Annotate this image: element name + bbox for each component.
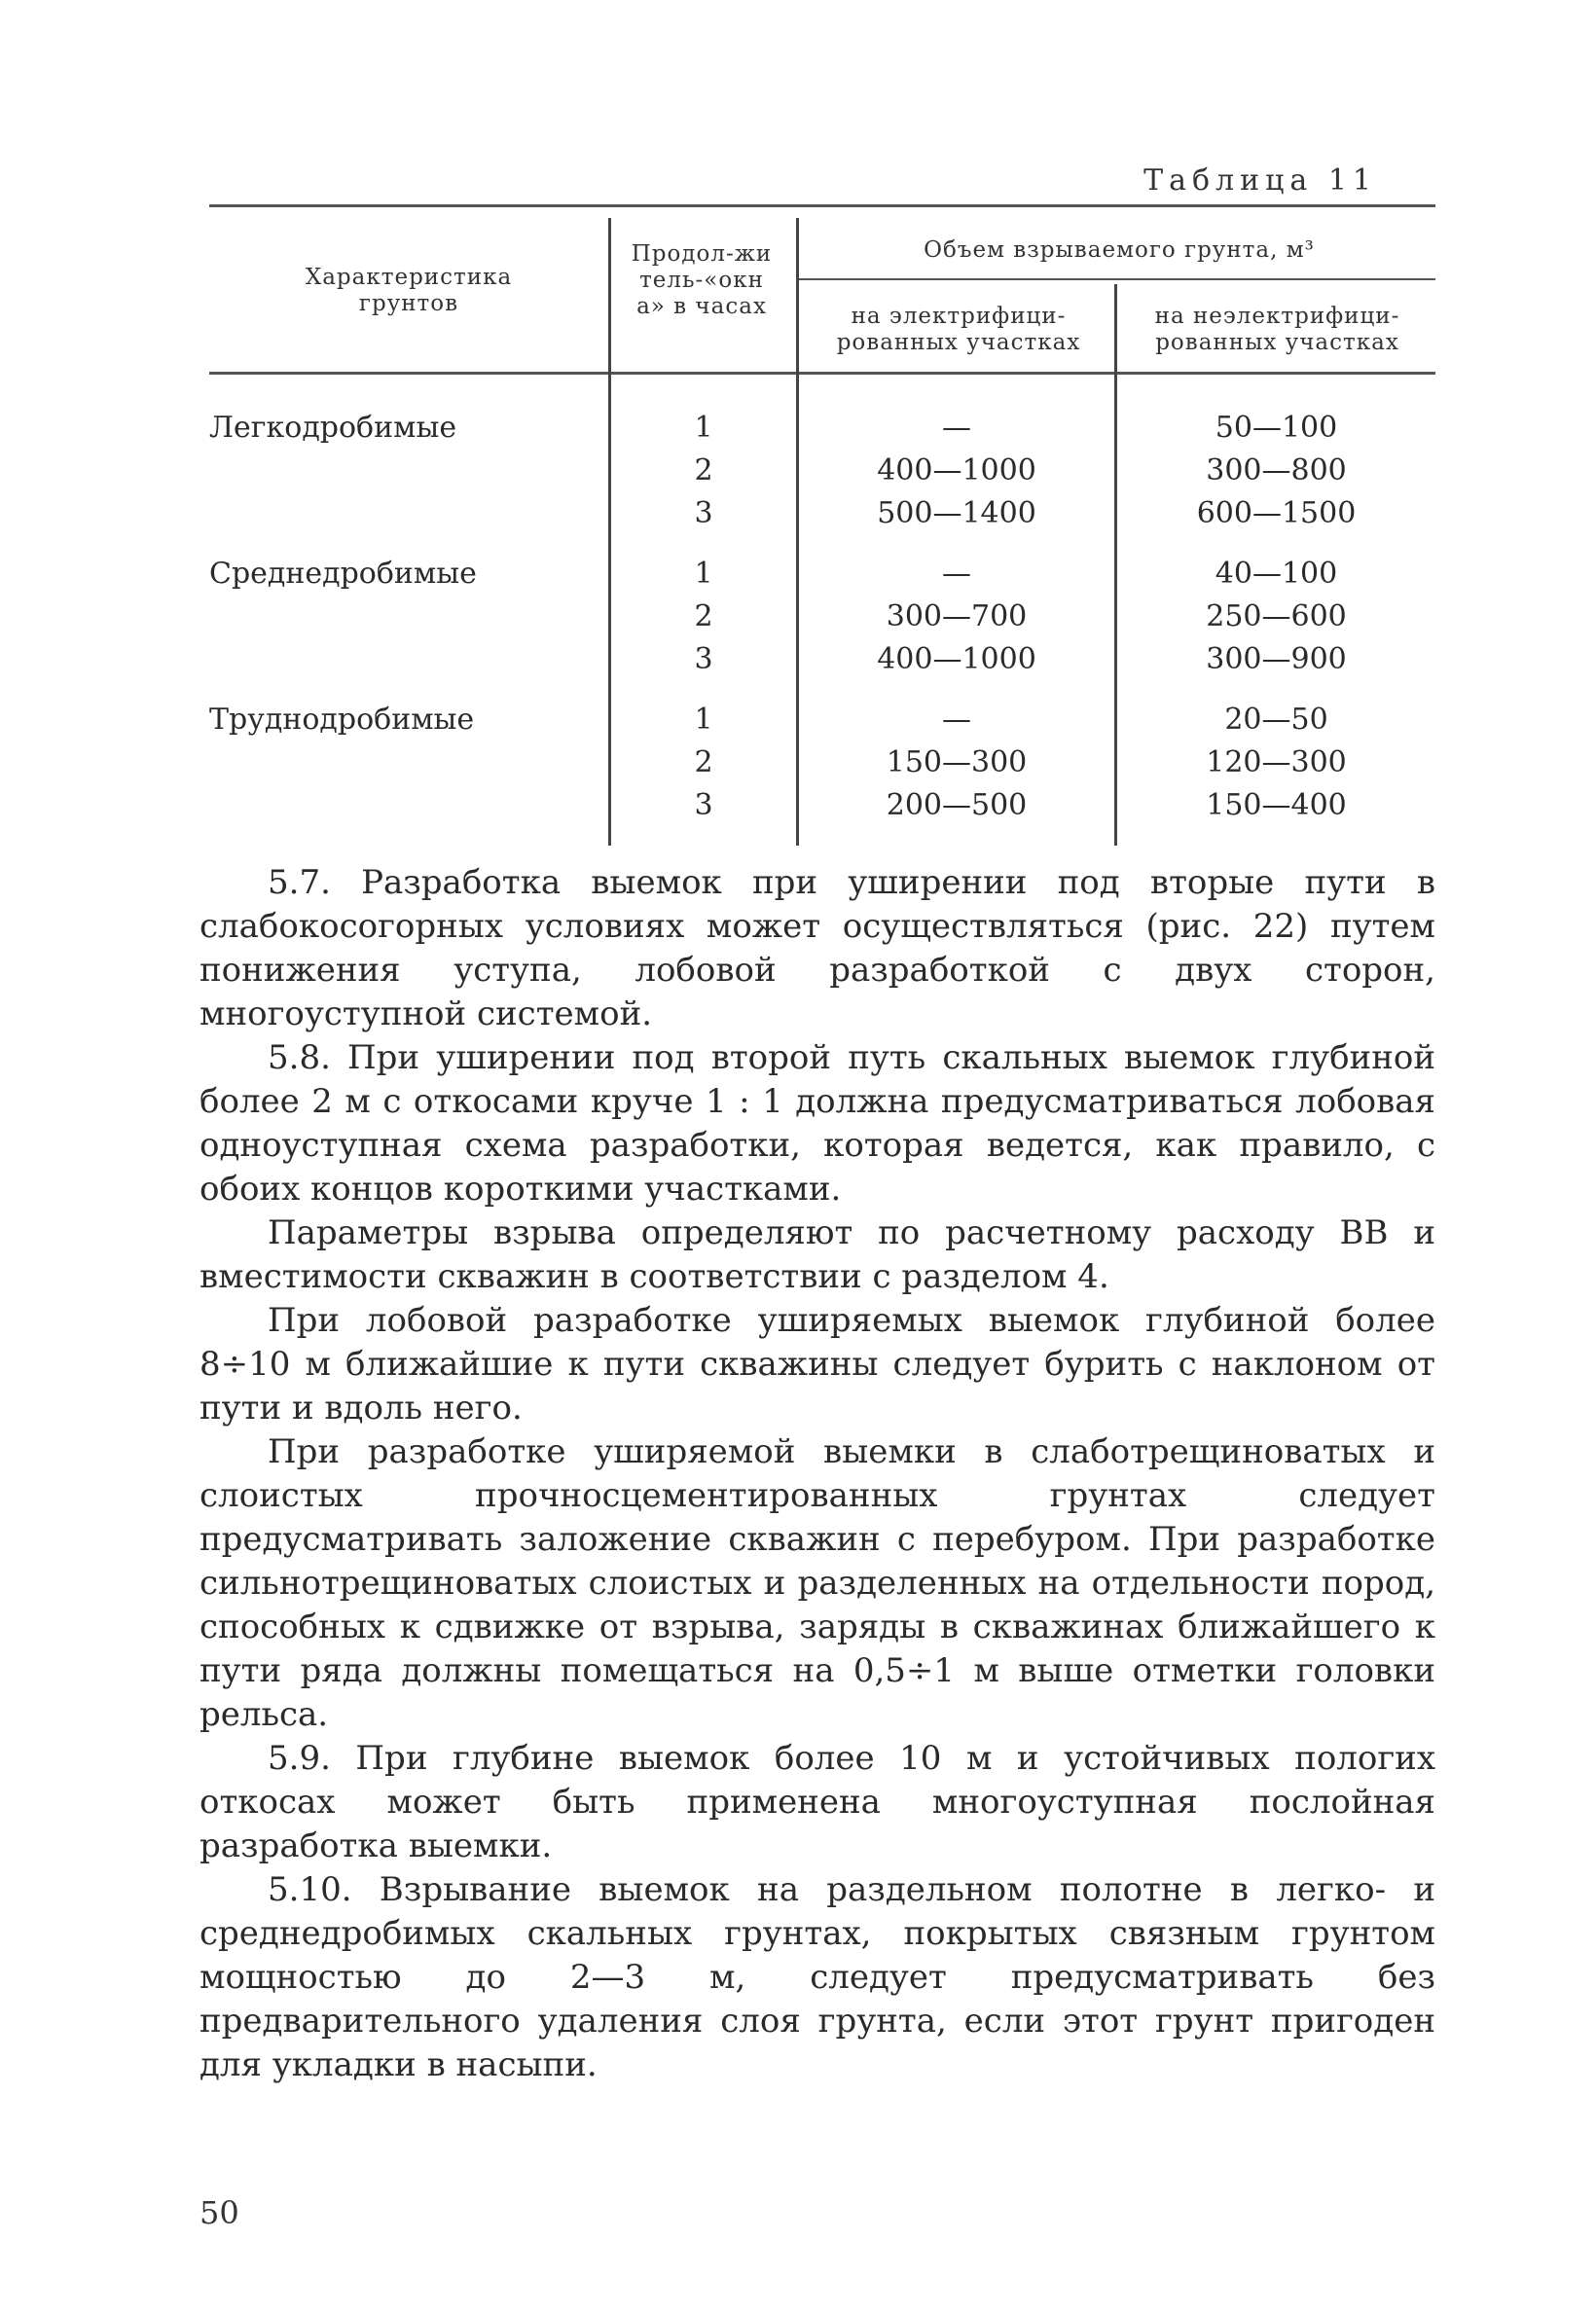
body-text	[200, 861, 1435, 2087]
paragraph-5-9: 5.9. При глубине выемок более 10 м и устойчивых пологих откосах может быть применена многоуступная послойная разработка выемки.	[200, 1739, 1435, 1865]
data-table	[209, 204, 1435, 847]
electrified-cell: 500—1400	[877, 496, 1036, 530]
header-duration: Продол-житель-«окна» в часах	[631, 241, 773, 319]
electrified-cell: 300—700	[886, 599, 1028, 633]
paragraph-frontal-development: При лобовой разработке уширяемых выемок глубиной более 8÷10 м ближайшие к пути скважины следует бурить с наклоном от пути и вдоль него.	[200, 1301, 1435, 1428]
header-volume: Объем взрываемого грунта, м³	[924, 237, 1315, 263]
header-non-electrified: на неэлектрифици-рованных участках	[1154, 304, 1400, 355]
duration-cell: 1	[694, 703, 713, 737]
paragraph-fractured-rock: При разработке уширяемой выемки в слаботрещиноватых и слоистых прочносцементированных грунтах следует предусматривать заложение скважин с перебуром. При разработке сильнотрещиноватых слоистых и разделенных на отдельности пород, способных к сдвижке от взрыва, заряды в скважинах ближайшего к пути ряда должны помещаться на 0,5÷1 м выше отметки головки рельса.	[200, 1432, 1435, 1734]
duration-cell: 3	[694, 788, 713, 822]
non-electrified-cell: 20—50	[1224, 703, 1328, 737]
soil-label-2: Среднедробимые	[209, 557, 477, 591]
duration-cell: 2	[694, 745, 713, 779]
non-electrified-cell: 300—800	[1206, 453, 1347, 488]
electrified-cell: —	[942, 703, 971, 737]
electrified-cell: —	[942, 557, 971, 591]
duration-cell: 3	[694, 496, 713, 530]
duration-cell: 3	[694, 642, 713, 676]
table-caption: Таблица 11	[1143, 163, 1377, 198]
soil-label-3: Труднодробимые	[209, 703, 475, 737]
paragraph-5-8: 5.8. При уширении под второй путь скальных выемок глубиной более 2 м с откосами круче 1 : 1 должна предусматриваться лобовая одноуступная схема разработки, которая ведется, как правило, с обоих концов короткими участками.	[200, 1038, 1435, 1209]
soil-label-1: Легкодробимые	[209, 411, 457, 445]
duration-cell: 2	[694, 599, 713, 633]
duration-cell: 1	[694, 557, 713, 591]
table-top-rule	[209, 204, 1435, 207]
header-soil: Характеристика грунтов	[305, 265, 513, 316]
header-bottom-rule	[209, 372, 1435, 375]
electrified-cell: 200—500	[886, 788, 1028, 822]
non-electrified-cell: 150—400	[1206, 788, 1347, 822]
duration-cell: 2	[694, 453, 713, 488]
page-number: 50	[200, 2194, 239, 2231]
paragraph-blast-parameters: Параметры взрыва определяют по расчетному расходу ВВ и вместимости скважин в соответствии с разделом 4.	[200, 1213, 1435, 1296]
paragraph-5-7: 5.7. Разработка выемок при уширении под вторые пути в слабокосогорных условиях может осуществляться (рис. 22) путем понижения уступа, лобовой разработкой с двух сторон, многоуступной системой.	[200, 863, 1435, 1033]
volume-header-divider	[798, 278, 1435, 280]
non-electrified-cell: 120—300	[1206, 745, 1347, 779]
electrified-cell: 400—1000	[877, 642, 1036, 676]
electrified-cell: 400—1000	[877, 453, 1036, 488]
non-electrified-cell: 600—1500	[1196, 496, 1357, 530]
electrified-cell: —	[942, 411, 971, 445]
duration-cell: 1	[694, 411, 713, 445]
non-electrified-cell: 40—100	[1215, 557, 1338, 591]
non-electrified-cell: 50—100	[1215, 411, 1338, 445]
paragraph-5-10: 5.10. Взрывание выемок на раздельном полотне в легко- и среднедробимых скальных грунтах, покрытых связным грунтом мощностью до 2—3 м, следует предусматривать без предварительного удаления слоя грунта, если этот грунт пригоден для укладки в насыпи.	[200, 1870, 1435, 2084]
electrified-cell: 150—300	[886, 745, 1028, 779]
header-electrified: на электрифици-рованных участках	[836, 304, 1081, 355]
non-electrified-cell: 300—900	[1206, 642, 1347, 676]
non-electrified-cell: 250—600	[1206, 599, 1347, 633]
